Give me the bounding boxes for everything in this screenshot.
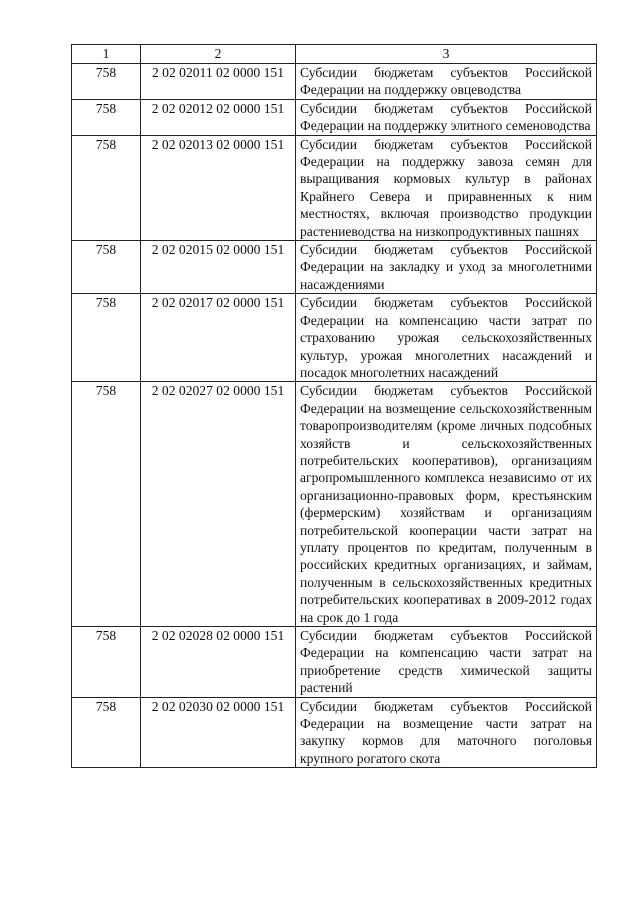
admin-code-cell: 758 — [72, 294, 141, 382]
table-row — [72, 697, 597, 768]
revenue-code-cell: 2 02 02012 02 0000 151 — [141, 99, 296, 135]
table-header-row — [72, 45, 597, 64]
document-page — [71, 44, 597, 768]
revenue-name-cell: Субсидии бюджетам субъектов Российской Федерации на закладку и уход за многолетними насаждениями — [296, 241, 597, 294]
table-row — [72, 135, 597, 240]
revenue-code-cell: 2 02 02028 02 0000 151 — [141, 627, 296, 698]
revenue-name-cell: Субсидии бюджетам субъектов Российской Федерации на возмещение части затрат на закупку кормов для маточного поголовья крупного рогатого скота — [296, 697, 597, 768]
revenue-code-cell: 2 02 02011 02 0000 151 — [141, 64, 296, 100]
header-col-1: 1 — [72, 45, 141, 64]
revenue-name-cell: Субсидии бюджетам субъектов Российской Федерации на поддержку завоза семян для выращивания кормовых культур в районах Крайнего Севера и приравненных к ним местностях, включая производство продукции растениеводства на низкопродуктивных пашнях — [296, 135, 597, 240]
revenue-code-cell: 2 02 02017 02 0000 151 — [141, 294, 296, 382]
revenue-code-cell: 2 02 02030 02 0000 151 — [141, 697, 296, 768]
admin-code-cell: 758 — [72, 99, 141, 135]
table-row — [72, 99, 597, 135]
admin-code-cell: 758 — [72, 697, 141, 768]
table-row — [72, 241, 597, 294]
revenue-name-cell: Субсидии бюджетам субъектов Российской Федерации на поддержку элитного семеноводства — [296, 99, 597, 135]
admin-code-cell: 758 — [72, 627, 141, 698]
header-col-2: 2 — [141, 45, 296, 64]
admin-code-cell: 758 — [72, 135, 141, 240]
revenue-code-cell: 2 02 02013 02 0000 151 — [141, 135, 296, 240]
header-col-3: 3 — [296, 45, 597, 64]
revenue-code-cell: 2 02 02027 02 0000 151 — [141, 382, 296, 627]
table-row — [72, 294, 597, 382]
admin-code-cell: 758 — [72, 64, 141, 100]
revenue-code-cell: 2 02 02015 02 0000 151 — [141, 241, 296, 294]
revenue-name-cell: Субсидии бюджетам субъектов Российской Федерации на возмещение сельскохозяйственным товаропроизводителям (кроме личных подсобных хозяйств и сельскохозяйственных потребительских кооперативов), организациям агропромышленного комплекса независимо от их организационно-правовых форм, крестьянским (фермерским) хозяйствам и организациям потребительской кооперации части затрат на уплату процентов по кредитам, полученным в российских кредитных организациях, и займам, полученным в сельскохозяйственных кредитных потребительских кооперативах в 2009-2012 годах на срок до 1 года — [296, 382, 597, 627]
table-row — [72, 627, 597, 698]
admin-code-cell: 758 — [72, 382, 141, 627]
revenue-name-cell: Субсидии бюджетам субъектов Российской Федерации на компенсацию части затрат по страхованию урожая сельскохозяйственных культур, урожая многолетних насаждений и посадок многолетних насаждений — [296, 294, 597, 382]
admin-code-cell: 758 — [72, 241, 141, 294]
table-row — [72, 382, 597, 627]
revenue-name-cell: Субсидии бюджетам субъектов Российской Федерации на поддержку овцеводства — [296, 64, 597, 100]
budget-code-table — [71, 44, 597, 768]
table-row — [72, 64, 597, 100]
revenue-name-cell: Субсидии бюджетам субъектов Российской Федерации на компенсацию части затрат на приобретение средств химической защиты растений — [296, 627, 597, 698]
